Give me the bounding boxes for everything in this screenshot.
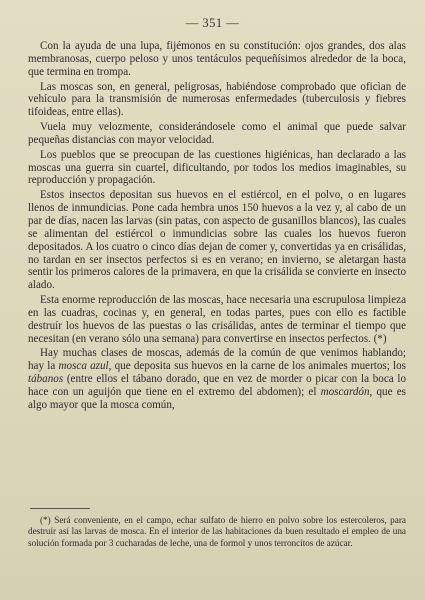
paragraph-1: Con la ayuda de una lupa, fijémonos en su constitución: ojos grandes, dos alas membranosas, cuerpo peloso y unos tentáculos pequeñísimos alrededor de la boca, que termina en trompa. <box>28 40 406 78</box>
moscardon-term: moscardón <box>320 385 370 398</box>
paragraph-5: Estos insectos depositan sus huevos en el estiércol, en el polvo, o en lugares llenos de inmundicias. Pone cada hembra unos 150 huevos a la vez y, al cabo de un par de días, nacen las larvas (sin patas, con aspecto de gusanillos blancos), las cuales se alimentan del estiércol o inmundicias sobre las cuales los huevos fueron depositados. A los cuatro o cinco días dejan de comer y, convertidas ya en crisálidas, no tardan en ser insectos perfectos si es en verano; en invierno, se aletargan hasta sentir los primeros calores de la primavera, en que la crisálida se convierte en insecto alado. <box>28 189 406 292</box>
footnote-text: (*) Será conveniente, en el campo, echar sulfato de hierro en polvo sobre los estercoleros, para destruír así las larvas de mosca. En el interior de las habitaciones da buen resultado el empleo de una solución formada por 3 cucharadas de leche, una de formol y unos terroncitos de azúcar. <box>28 515 406 548</box>
paragraph-7 <box>28 347 406 411</box>
paragraph-4: Los pueblos que se preocupan de las cuestiones higiénicas, han declarado a las moscas una guerra sin cuartel, dificultando, por todos los medios imaginables, su reproducción y propagación. <box>28 148 406 187</box>
paragraph-2: Las moscas son, en general, peligrosas, habiéndose comprobado que oficìan de vehículo para la transmisión de numerosas enfermedades (tuberculosis y fiebres tifoideas, entre ellas). <box>28 80 406 119</box>
paragraph-7-text-2: , que deposita sus huevos en la carne de los animales muertos; los <box>108 360 406 373</box>
footnote-rule <box>30 508 90 509</box>
paragraph-3: Vuela muy velozmente, considerándosele como el animal que puede salvar pequeñas distancias con mayor velocidad. <box>28 121 406 146</box>
paragraph-7-text-3: (entre ellos el tábano dorado, que en vez de morder o picar con la boca lo hace con un aguijón que tiene en el extremo del abdomen); el <box>28 373 406 398</box>
paragraph-7-text-4: , que es algo mayor que la mosca común, <box>28 385 406 411</box>
paragraph-6: Esta enorme reproducción de las moscas, hace necesaria una escrupulosa limpieza en las cuadras, cocinas y, en general, en todas partes, pues con ello es factible destruír los huevos de las puestas o las crisálidas, antes de terminar el tiempo que necesitan (en verano sólo una semana) para convertirse en insectos perfectos. (*) <box>28 294 406 345</box>
mosca-azul-term: mosca azul <box>58 360 109 373</box>
footnote <box>28 515 406 549</box>
tabanos-term: tábanos <box>28 373 64 386</box>
body-text <box>28 40 406 412</box>
page-number: — 351 — <box>185 16 240 30</box>
paragraph-7-text-1: Hay muchas clases de moscas, además de la común de que venimos hablando; hay la <box>28 347 406 373</box>
